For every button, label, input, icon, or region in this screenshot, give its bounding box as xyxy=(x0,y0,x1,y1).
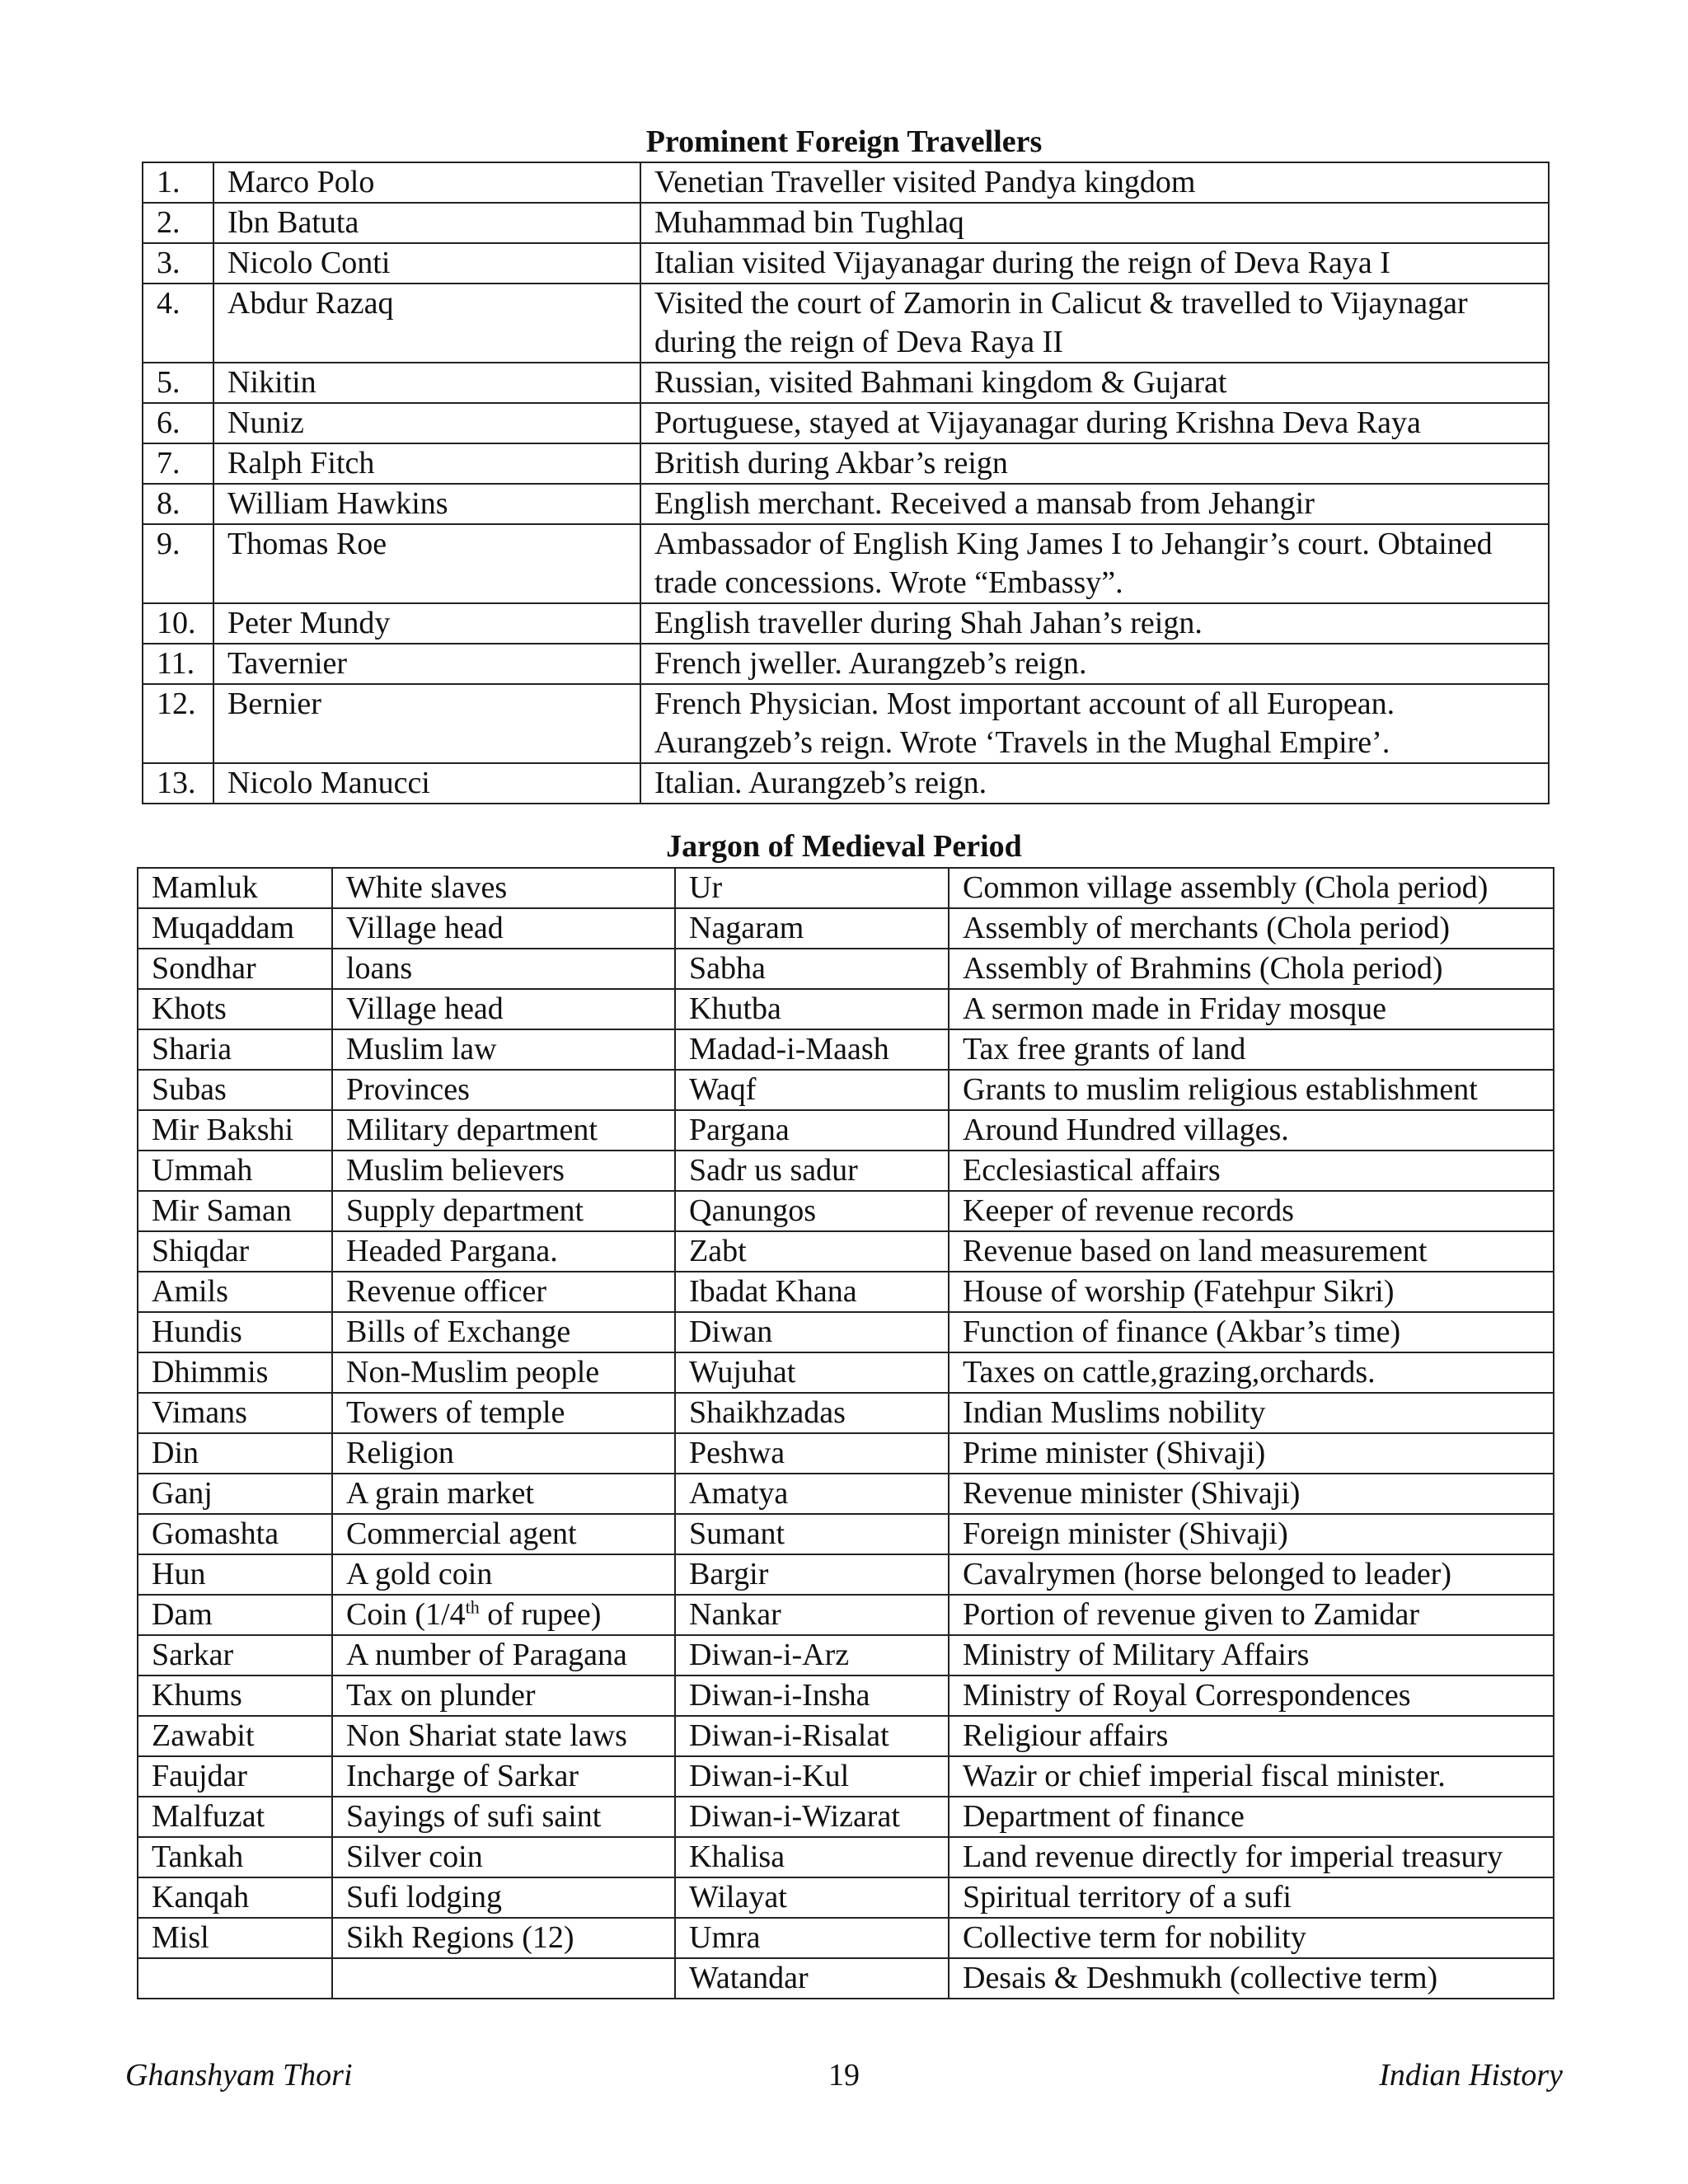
jargon-meaning: Tax on plunder xyxy=(332,1675,675,1716)
traveller-description: French jweller. Aurangzeb’s reign. xyxy=(640,644,1549,684)
jargon-meaning: Assembly of Brahmins (Chola period) xyxy=(949,949,1554,989)
jargon-meaning: Land revenue directly for imperial treasury xyxy=(949,1837,1554,1877)
traveller-row xyxy=(143,484,1549,524)
jargon-meaning: Prime minister (Shivaji) xyxy=(949,1433,1554,1474)
jargon-meaning: Collective term for nobility xyxy=(949,1918,1554,1958)
jargon-meaning: Religiour affairs xyxy=(949,1716,1554,1756)
jargon-term: Wujuhat xyxy=(675,1352,949,1393)
traveller-description: Italian visited Vijayanagar during the reign of Deva Raya I xyxy=(640,243,1549,284)
traveller-name: Nicolo Conti xyxy=(213,243,640,284)
jargon-term: Nankar xyxy=(675,1595,949,1635)
jargon-term: Khutba xyxy=(675,989,949,1029)
jargon-row xyxy=(138,949,1554,989)
jargon-row xyxy=(138,1110,1554,1151)
jargon-term: Subas xyxy=(138,1070,332,1110)
dam-meaning-post: of rupee) xyxy=(479,1597,602,1632)
jargon-meaning: Assembly of merchants (Chola period) xyxy=(949,908,1554,949)
dam-meaning-sup: th xyxy=(465,1596,480,1618)
jargon-term: Ganj xyxy=(138,1474,332,1514)
jargon-meaning: Sikh Regions (12) xyxy=(332,1918,675,1958)
jargon-meaning: Muslim law xyxy=(332,1029,675,1070)
jargon-row xyxy=(138,1312,1554,1352)
jargon-term xyxy=(138,1958,332,1999)
jargon-meaning: Grants to muslim religious establishment xyxy=(949,1070,1554,1110)
jargon-meaning: Spiritual territory of a sufi xyxy=(949,1877,1554,1918)
jargon-row xyxy=(138,1191,1554,1231)
footer-subject: Indian History xyxy=(1379,2058,1563,2093)
traveller-row xyxy=(143,644,1549,684)
jargon-row xyxy=(138,1393,1554,1433)
jargon-meaning: loans xyxy=(332,949,675,989)
jargon-meaning: Religion xyxy=(332,1433,675,1474)
traveller-description: British during Akbar’s reign xyxy=(640,443,1549,484)
traveller-row xyxy=(143,284,1549,363)
jargon-term: Zabt xyxy=(675,1231,949,1272)
jargon-term: Sadr us sadur xyxy=(675,1151,949,1191)
jargon-meaning: A gold coin xyxy=(332,1554,675,1595)
jargon-term: Dam xyxy=(138,1595,332,1635)
traveller-number: 1. xyxy=(143,162,213,203)
jargon-meaning: Around Hundred villages. xyxy=(949,1110,1554,1151)
traveller-number: 10. xyxy=(143,603,213,644)
traveller-number: 13. xyxy=(143,763,213,804)
jargon-meaning: Indian Muslims nobility xyxy=(949,1393,1554,1433)
jargon-term: Mir Bakshi xyxy=(138,1110,332,1151)
jargon-term: Malfuzat xyxy=(138,1797,332,1837)
jargon-meaning: Sufi lodging xyxy=(332,1877,675,1918)
traveller-row xyxy=(143,403,1549,443)
jargon-row xyxy=(138,1272,1554,1312)
jargon-meaning xyxy=(332,1595,675,1635)
jargon-term: Vimans xyxy=(138,1393,332,1433)
jargon-meaning: Non Shariat state laws xyxy=(332,1716,675,1756)
jargon-term: Faujdar xyxy=(138,1756,332,1797)
jargon-row xyxy=(138,1352,1554,1393)
jargon-meaning: Department of finance xyxy=(949,1797,1554,1837)
jargon-meaning: Headed Pargana. xyxy=(332,1231,675,1272)
jargon-table xyxy=(137,867,1554,1999)
jargon-meaning: Keeper of revenue records xyxy=(949,1191,1554,1231)
jargon-meaning: Silver coin xyxy=(332,1837,675,1877)
jargon-row xyxy=(138,1151,1554,1191)
traveller-number: 7. xyxy=(143,443,213,484)
jargon-meaning: House of worship (Fatehpur Sikri) xyxy=(949,1272,1554,1312)
jargon-term: Misl xyxy=(138,1918,332,1958)
jargon-term: Qanungos xyxy=(675,1191,949,1231)
traveller-row xyxy=(143,443,1549,484)
jargon-row xyxy=(138,1070,1554,1110)
jargon-term: Dhimmis xyxy=(138,1352,332,1393)
jargon-meaning: Foreign minister (Shivaji) xyxy=(949,1514,1554,1554)
traveller-description: Muhammad bin Tughlaq xyxy=(640,203,1549,243)
traveller-name: Marco Polo xyxy=(213,162,640,203)
jargon-meaning: Revenue minister (Shivaji) xyxy=(949,1474,1554,1514)
jargon-term: Amatya xyxy=(675,1474,949,1514)
jargon-term: Sondhar xyxy=(138,949,332,989)
traveller-name: Nuniz xyxy=(213,403,640,443)
jargon-row xyxy=(138,908,1554,949)
jargon-title: Jargon of Medieval Period xyxy=(666,829,1022,864)
traveller-name: Thomas Roe xyxy=(213,524,640,603)
travellers-title: Prominent Foreign Travellers xyxy=(645,124,1043,159)
traveller-row xyxy=(143,763,1549,804)
jargon-meaning: A sermon made in Friday mosque xyxy=(949,989,1554,1029)
traveller-description: English traveller during Shah Jahan’s reign. xyxy=(640,603,1549,644)
dam-meaning-pre: Coin (1/4 xyxy=(346,1597,466,1632)
jargon-row xyxy=(138,989,1554,1029)
jargon-term: Sumant xyxy=(675,1514,949,1554)
jargon-term: Diwan-i-Kul xyxy=(675,1756,949,1797)
traveller-name: Abdur Razaq xyxy=(213,284,640,363)
travellers-table xyxy=(142,162,1550,804)
jargon-term: Ibadat Khana xyxy=(675,1272,949,1312)
traveller-description: Russian, visited Bahmani kingdom & Gujarat xyxy=(640,363,1549,403)
jargon-row xyxy=(138,1675,1554,1716)
traveller-number: 5. xyxy=(143,363,213,403)
jargon-meaning: Ministry of Military Affairs xyxy=(949,1635,1554,1675)
jargon-term: Khalisa xyxy=(675,1837,949,1877)
traveller-name: Nikitin xyxy=(213,363,640,403)
jargon-term: Ummah xyxy=(138,1151,332,1191)
jargon-term: Nagaram xyxy=(675,908,949,949)
traveller-name: Ralph Fitch xyxy=(213,443,640,484)
jargon-meaning: A grain market xyxy=(332,1474,675,1514)
traveller-number: 8. xyxy=(143,484,213,524)
traveller-row xyxy=(143,162,1549,203)
jargon-term: Hundis xyxy=(138,1312,332,1352)
jargon-row xyxy=(138,1837,1554,1877)
jargon-row xyxy=(138,1514,1554,1554)
page-number: 19 xyxy=(828,2058,860,2093)
traveller-number: 4. xyxy=(143,284,213,363)
traveller-number: 6. xyxy=(143,403,213,443)
jargon-meaning: Ministry of Royal Correspondences xyxy=(949,1675,1554,1716)
jargon-meaning: Taxes on cattle,grazing,orchards. xyxy=(949,1352,1554,1393)
jargon-term: Kanqah xyxy=(138,1877,332,1918)
traveller-description: English merchant. Received a mansab from Jehangir xyxy=(640,484,1549,524)
jargon-term: Diwan-i-Insha xyxy=(675,1675,949,1716)
jargon-meaning: Towers of temple xyxy=(332,1393,675,1433)
jargon-row xyxy=(138,1433,1554,1474)
traveller-name: Bernier xyxy=(213,684,640,763)
traveller-row xyxy=(143,524,1549,603)
jargon-meaning: Supply department xyxy=(332,1191,675,1231)
traveller-description: Venetian Traveller visited Pandya kingdom xyxy=(640,162,1549,203)
jargon-term: Hun xyxy=(138,1554,332,1595)
jargon-meaning: Incharge of Sarkar xyxy=(332,1756,675,1797)
jargon-meaning: Function of finance (Akbar’s time) xyxy=(949,1312,1554,1352)
jargon-meaning: Ecclesiastical affairs xyxy=(949,1151,1554,1191)
jargon-term: Pargana xyxy=(675,1110,949,1151)
jargon-term: Khums xyxy=(138,1675,332,1716)
jargon-row xyxy=(138,1029,1554,1070)
traveller-description: Ambassador of English King James I to Jehangir’s court. Obtained trade concessions. Wrote “Embassy”. xyxy=(640,524,1549,603)
jargon-row xyxy=(138,1231,1554,1272)
jargon-term: Diwan-i-Risalat xyxy=(675,1716,949,1756)
traveller-description: Visited the court of Zamorin in Calicut & travelled to Vijaynagar during the reign of Deva Raya II xyxy=(640,284,1549,363)
jargon-meaning: Wazir or chief imperial fiscal minister. xyxy=(949,1756,1554,1797)
jargon-meaning: Military department xyxy=(332,1110,675,1151)
traveller-row xyxy=(143,603,1549,644)
jargon-term: Bargir xyxy=(675,1554,949,1595)
traveller-name: Tavernier xyxy=(213,644,640,684)
jargon-row xyxy=(138,868,1554,908)
jargon-meaning: Muslim believers xyxy=(332,1151,675,1191)
jargon-meaning: Bills of Exchange xyxy=(332,1312,675,1352)
traveller-number: 2. xyxy=(143,203,213,243)
jargon-meaning: Cavalrymen (horse belonged to leader) xyxy=(949,1554,1554,1595)
jargon-term: Tankah xyxy=(138,1837,332,1877)
traveller-name: William Hawkins xyxy=(213,484,640,524)
jargon-meaning: Desais & Deshmukh (collective term) xyxy=(949,1958,1554,1999)
jargon-term: Gomashta xyxy=(138,1514,332,1554)
jargon-meaning: Village head xyxy=(332,989,675,1029)
jargon-meaning: Sayings of sufi saint xyxy=(332,1797,675,1837)
jargon-term: Ur xyxy=(675,868,949,908)
jargon-term: Khots xyxy=(138,989,332,1029)
jargon-term: Diwan xyxy=(675,1312,949,1352)
jargon-meaning: White slaves xyxy=(332,868,675,908)
footer-author: Ghanshyam Thori xyxy=(125,2058,353,2093)
jargon-row xyxy=(138,1595,1554,1635)
jargon-row xyxy=(138,1877,1554,1918)
jargon-term: Din xyxy=(138,1433,332,1474)
jargon-meaning: Village head xyxy=(332,908,675,949)
jargon-meaning: Non-Muslim people xyxy=(332,1352,675,1393)
jargon-meaning: Revenue officer xyxy=(332,1272,675,1312)
jargon-meaning: A number of Paragana xyxy=(332,1635,675,1675)
jargon-term: Mamluk xyxy=(138,868,332,908)
jargon-row xyxy=(138,1716,1554,1756)
jargon-term: Watandar xyxy=(675,1958,949,1999)
traveller-number: 11. xyxy=(143,644,213,684)
jargon-term: Amils xyxy=(138,1272,332,1312)
traveller-description: Portuguese, stayed at Vijayanagar during Krishna Deva Raya xyxy=(640,403,1549,443)
jargon-meaning: Portion of revenue given to Zamidar xyxy=(949,1595,1554,1635)
traveller-description: Italian. Aurangzeb’s reign. xyxy=(640,763,1549,804)
jargon-term: Peshwa xyxy=(675,1433,949,1474)
traveller-name: Peter Mundy xyxy=(213,603,640,644)
jargon-meaning xyxy=(332,1958,675,1999)
jargon-row xyxy=(138,1474,1554,1514)
jargon-meaning: Common village assembly (Chola period) xyxy=(949,868,1554,908)
jargon-term: Diwan-i-Arz xyxy=(675,1635,949,1675)
jargon-term: Shiqdar xyxy=(138,1231,332,1272)
jargon-meaning: Tax free grants of land xyxy=(949,1029,1554,1070)
jargon-meaning: Provinces xyxy=(332,1070,675,1110)
jargon-term: Shaikhzadas xyxy=(675,1393,949,1433)
jargon-row xyxy=(138,1958,1554,1999)
jargon-row xyxy=(138,1635,1554,1675)
jargon-row xyxy=(138,1554,1554,1595)
jargon-term: Diwan-i-Wizarat xyxy=(675,1797,949,1837)
jargon-term: Umra xyxy=(675,1918,949,1958)
jargon-term: Sharia xyxy=(138,1029,332,1070)
traveller-name: Ibn Batuta xyxy=(213,203,640,243)
traveller-number: 3. xyxy=(143,243,213,284)
traveller-name: Nicolo Manucci xyxy=(213,763,640,804)
traveller-description: French Physician. Most important account of all European. Aurangzeb’s reign. Wrote ‘Travels in the Mughal Empire’. xyxy=(640,684,1549,763)
jargon-term: Sarkar xyxy=(138,1635,332,1675)
traveller-row xyxy=(143,203,1549,243)
jargon-row xyxy=(138,1756,1554,1797)
jargon-row xyxy=(138,1797,1554,1837)
jargon-term: Muqaddam xyxy=(138,908,332,949)
jargon-meaning: Revenue based on land measurement xyxy=(949,1231,1554,1272)
traveller-row xyxy=(143,363,1549,403)
jargon-term: Sabha xyxy=(675,949,949,989)
traveller-row xyxy=(143,243,1549,284)
traveller-number: 12. xyxy=(143,684,213,763)
jargon-term: Madad-i-Maash xyxy=(675,1029,949,1070)
jargon-meaning: Commercial agent xyxy=(332,1514,675,1554)
jargon-term: Mir Saman xyxy=(138,1191,332,1231)
traveller-row xyxy=(143,684,1549,763)
jargon-row xyxy=(138,1918,1554,1958)
jargon-term: Wilayat xyxy=(675,1877,949,1918)
traveller-number: 9. xyxy=(143,524,213,603)
jargon-term: Zawabit xyxy=(138,1716,332,1756)
jargon-term: Waqf xyxy=(675,1070,949,1110)
